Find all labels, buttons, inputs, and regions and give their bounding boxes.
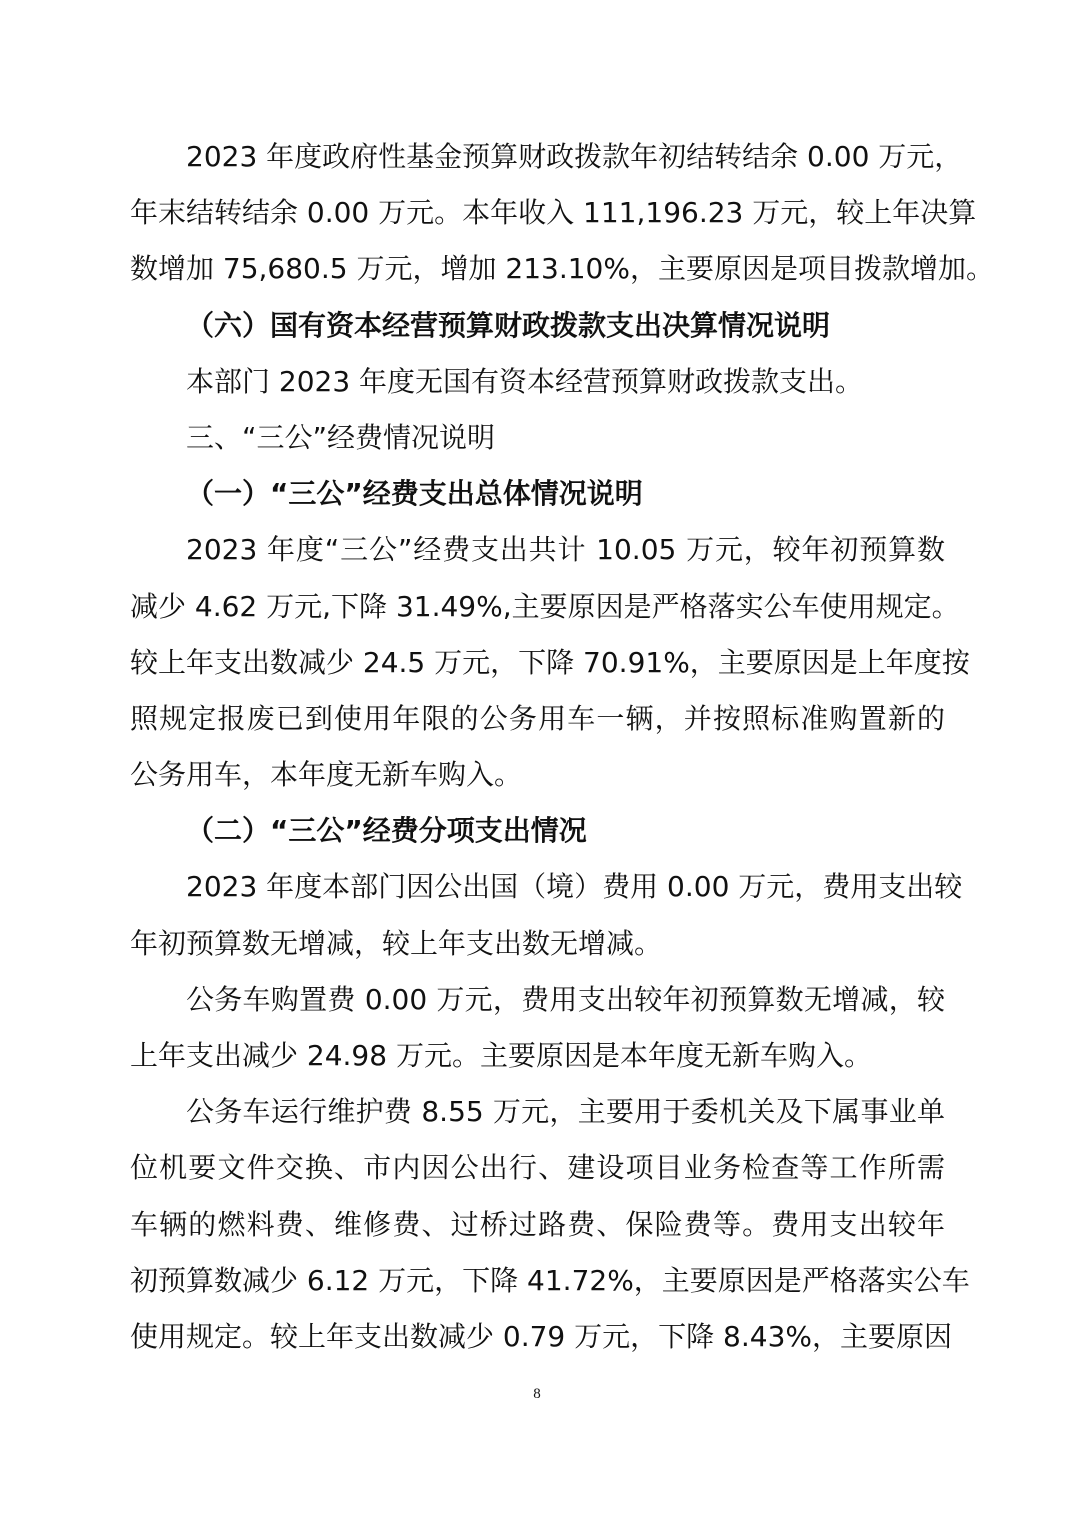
paragraph-line: 数增加 75,680.5 万元，增加 213.10%，主要原因是项目拨款增加。 bbox=[130, 252, 994, 286]
document-body bbox=[130, 136, 994, 1372]
paragraph-line: 公务用车，本年度无新车购入。 bbox=[130, 758, 523, 792]
paragraph-line: 年末结转结余 0.00 万元。本年收入 111,196.23 万元，较上年决算 bbox=[130, 196, 977, 230]
paragraph-line: 使用规定。较上年支出数减少 0.79 万元，下降 8.43%，主要原因 bbox=[130, 1319, 952, 1353]
paragraph-line: 车辆的燃料费、维修费、过桥过路费、保险费等。费用支出较年 bbox=[130, 1207, 945, 1241]
paragraph-line: 减少 4.62 万元,下降 31.49%,主要原因是严格落实公车使用规定。 bbox=[130, 589, 960, 623]
paragraph-line: 位机要文件交换、市内因公出行、建设项目业务检查等工作所需 bbox=[130, 1151, 945, 1185]
paragraph-line: 2023 年度“三公”经费支出共计 10.05 万元，较年初预算数 bbox=[186, 533, 945, 567]
paragraph-line: 初预算数减少 6.12 万元，下降 41.72%，主要原因是严格落实公车 bbox=[130, 1263, 970, 1297]
paragraph-line: 本部门 2023 年度无国有资本经营预算财政拨款支出。 bbox=[186, 364, 864, 398]
section-heading: （一）“三公”经费支出总体情况说明 bbox=[186, 477, 643, 511]
paragraph-line: 公务车运行维护费 8.55 万元，主要用于委机关及下属事业单 bbox=[186, 1095, 945, 1129]
section-heading: （六）国有资本经营预算财政拨款支出决算情况说明 bbox=[186, 308, 831, 342]
paragraph-line: 2023 年度本部门因公出国（境）费用 0.00 万元，费用支出较 bbox=[186, 870, 963, 904]
section-heading: 三、“三公”经费情况说明 bbox=[186, 420, 496, 454]
paragraph-line: 较上年支出数减少 24.5 万元，下降 70.91%，主要原因是上年度按 bbox=[130, 645, 970, 679]
paragraph-line: 上年支出减少 24.98 万元。主要原因是本年度无新车购入。 bbox=[130, 1039, 872, 1072]
section-heading: （二）“三公”经费分项支出情况 bbox=[186, 814, 587, 848]
page-number: 8 bbox=[533, 1386, 541, 1402]
paragraph-line: 2023 年度政府性基金预算财政拨款年初结转结余 0.00 万元， bbox=[186, 140, 963, 173]
paragraph-line: 年初预算数无增减，较上年支出数无增减。 bbox=[130, 926, 663, 960]
paragraph-line: 照规定报废已到使用年限的公务用车一辆，并按照标准购置新的 bbox=[130, 701, 945, 735]
paragraph-line: 公务车购置费 0.00 万元，费用支出较年初预算数无增减，较 bbox=[186, 982, 945, 1016]
